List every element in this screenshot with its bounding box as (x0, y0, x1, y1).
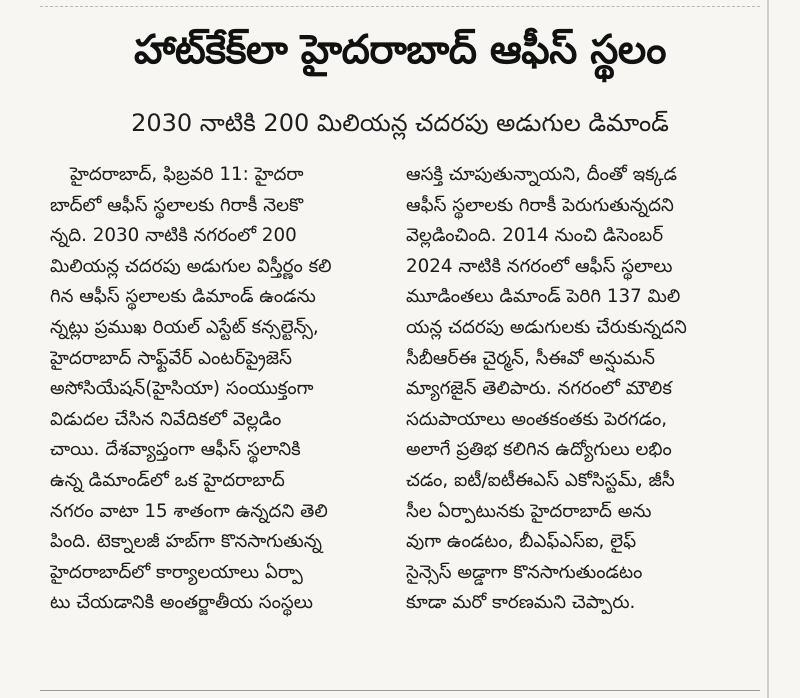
left-column (50, 160, 380, 619)
text-line: సీబీఆర్‌ఈ చైర్మన్, సీఈవో అన్షుమన్ (406, 347, 655, 369)
text-line: చాయి. దేశవ్యాప్తంగా ఆఫీస్ స్థలానికి (50, 439, 301, 461)
top-divider (40, 6, 760, 7)
text-line: అసోసియేషన్(హైసియా) సంయుక్తంగా (50, 378, 314, 400)
text-line: పింది. టెక్నాలజీ హబ్‌గా కొనసాగుతున్న (50, 531, 322, 553)
bottom-divider (40, 690, 760, 691)
text-line: కూడా మరో కారణమని చెప్పారు. (406, 592, 636, 614)
text-line: అలాగే ప్రతిభ కలిగిన ఉద్యోగులు లభిం (406, 439, 672, 461)
text-line: బాద్‌లో ఆఫీస్ స్థలాలకు గిరాకీ నెలకొ (50, 194, 304, 216)
column-border (767, 0, 769, 698)
text-line: యన్ల చదరపు అడుగులకు చేరుకున్నదని (406, 316, 687, 338)
text-line: నగరం వాటా 15 శాతంగా ఉన్నదని తెలి (50, 500, 328, 522)
text-line: హైదరాబాద్, ఫిబ్రవరి 11: హైదరా (70, 164, 304, 185)
text-line: న్నట్లు ప్రముఖ రియల్ ఎస్టేట్ కన్సల్టెన్స్, (50, 316, 319, 338)
right-column (406, 160, 736, 619)
text-line: మిలియన్ల చదరపు అడుగుల విస్తీర్ణం కలి (50, 255, 332, 277)
text-line: విడుదల చేసిన నివేదికలో వెల్లడిం (50, 408, 282, 430)
text-line: న్నది. 2030 నాటికి నగరంలో 200 (50, 225, 297, 247)
text-line: ఉన్న డిమాండ్‌లో ఒక హైదరాబాద్ (50, 469, 285, 491)
text-line: సీల ఏర్పాటునకు హైదరాబాద్ అను (406, 500, 652, 522)
text-line: సదుపాయాలు అంతకంతకు పెరగడం, (406, 408, 668, 430)
text-line: వుగా ఉండటం, బీఎఫ్ఎస్ఐ, లైఫ్ (406, 531, 637, 553)
text-line: చడం, ఐటీ/ఐటీఈఎస్ ఎకోసిస్టమ్, జీసీ (406, 469, 675, 491)
text-line: గిన ఆఫీస్ స్థలాలకు డిమాండ్ ఉండను (50, 286, 316, 308)
text-line: హైదరాబాద్ సాఫ్ట్‌వేర్ ఎంటర్‌ప్రైజెస్ (50, 347, 292, 369)
text-line: టు చేయడానికి అంతర్జాతీయ సంస్థలు (50, 592, 314, 614)
text-line: సైన్సెస్ అడ్డాగా కొనసాగుతుండటం (406, 561, 643, 583)
text-line: మూడింతలు డిమాండ్ పెరిగి 137 మిలి (406, 286, 681, 308)
text-line: ఆఫీస్ స్థలాలకు గిరాకీ పెరుగుతున్నదని (406, 194, 674, 216)
text-line: మ్యాగజైన్ తెలిపారు. నగరంలో మౌలిక (406, 378, 672, 400)
text-line: వెల్లడించింది. 2014 నుంచి డిసెంబర్ (406, 225, 664, 247)
text-line: హైదరాబాద్‌లో కార్యాలయాలు ఏర్పా (50, 561, 303, 583)
headline: హాట్‌కేక్‌లా హైదరాబాద్ ఆఫీస్ స్థలం (134, 27, 666, 73)
text-line: 2024 నాటికి నగరంలో ఆఫీస్ స్థలాలు (406, 255, 673, 277)
text-line: ఆసక్తి చూపుతున్నాయని, దీంతో ఇక్కడ (406, 164, 678, 185)
subheadline: 2030 నాటికి 200 మిలియన్ల చదరపు అడుగుల డిమాండ్ (131, 109, 669, 137)
